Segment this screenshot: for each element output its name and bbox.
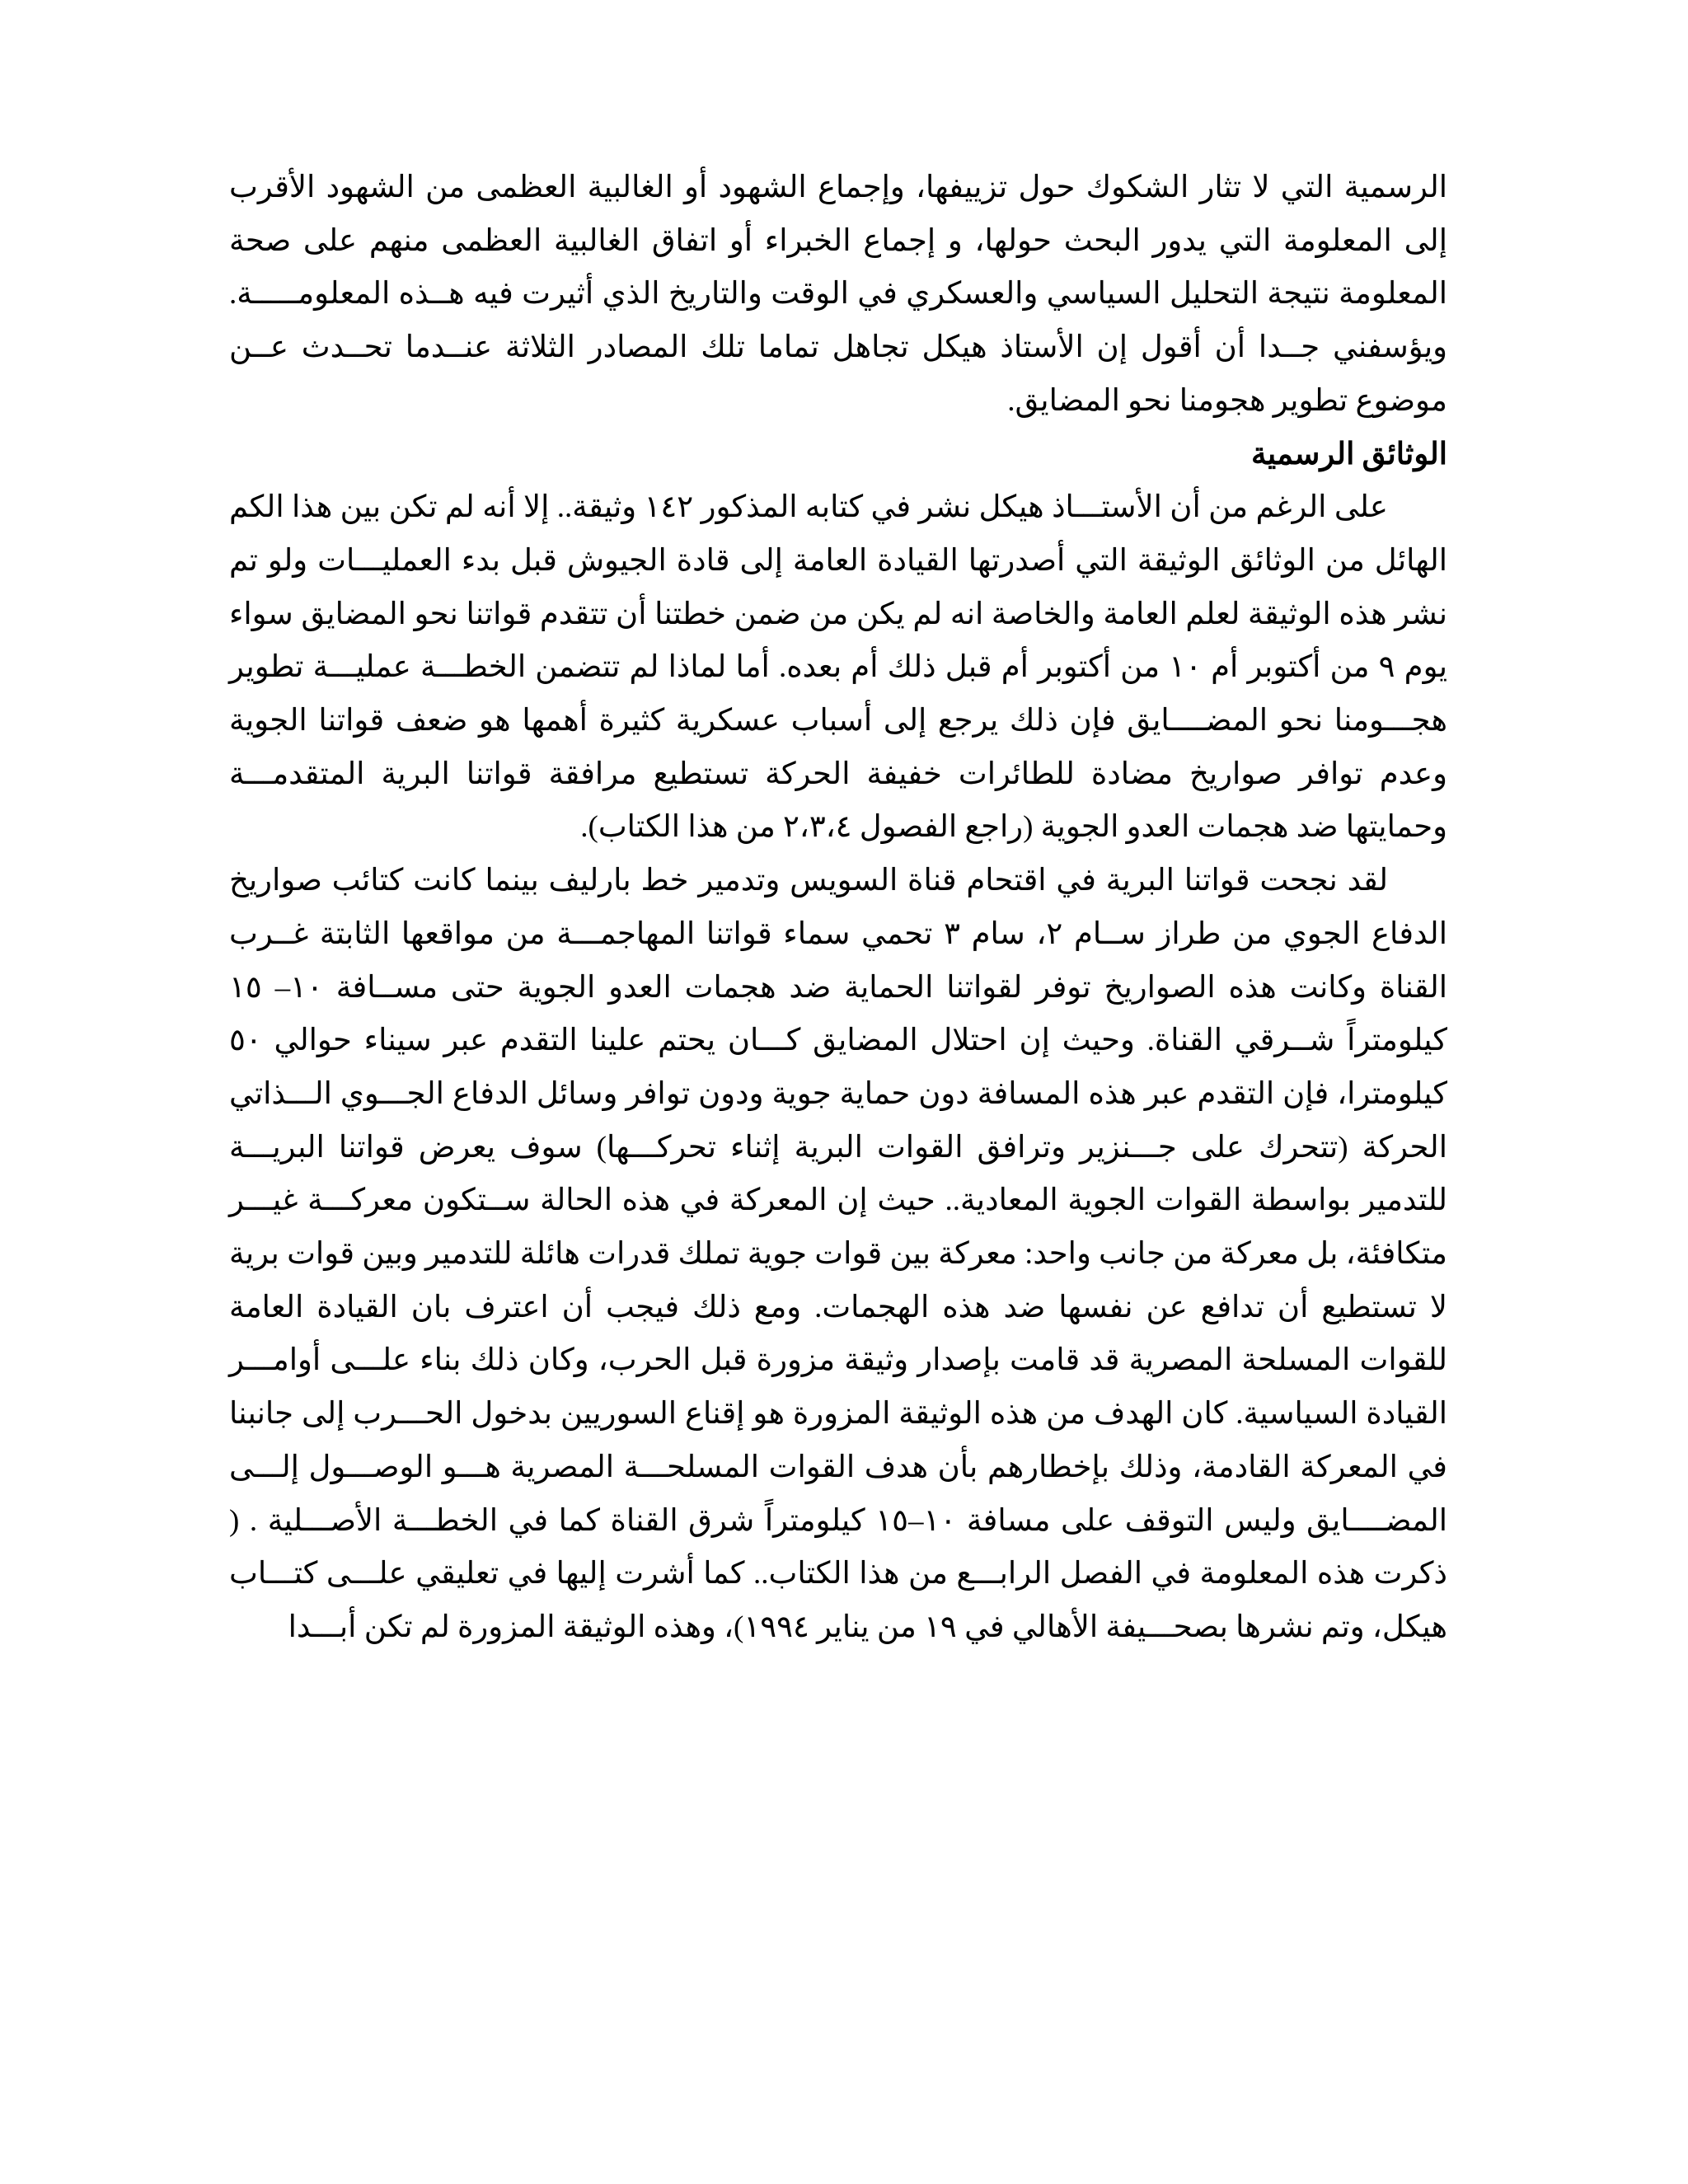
paragraph-published-documents: على الرغم من أن الأستـــاذ هيكل نشر في كتابه المذكور ١٤٢ وثيقة.. إلا أنه لم تكن بين هذا الكم الهائل من الوثائق الوثيقة التي أصدرتها القيادة العامة إلى قادة الجيوش قبل بدء العمليـــات ولو تم نشر هذه الوثيقة لعلم العامة والخاصة انه لم يكن من ضمن خطتنا أن تتقدم قواتنا نحو المضايق سواء يوم ٩ من أكتوبر أم ١٠ من أكتوبر أم قبل ذلك أم بعده. أما لماذا لم تتضمن الخطـــة عمليـــة تطوير هجـــومنا نحو المضــــايق فإن ذلك يرجع إلى أسباب عسكرية كثيرة أهمها هو ضعف قواتنا الجوية وعدم توافر صواريخ مضادة للطائرات خفيفة الحركة تستطيع مرافقة قواتنا البرية المتقدمـــة وحمايتها ضد هجمات العدو الجوية (راجع الفصول ٢،٣،٤ من هذا الكتاب). [229, 490, 1447, 845]
document-body [229, 162, 1447, 1655]
paragraph-sources-conclusion: الرسمية التي لا تثار الشكوك حول تزييفها، وإجماع الشهود أو الغالبية العظمى من الشهود الأقرب إلى المعلومة التي يدور البحث حولها، و إجماع الخبراء أو اتفاق الغالبية العظمى منهم على صحة المعلومة نتيجة التحليل السياسي والعسكري في الوقت والتاريخ الذي أثيرت فيه هــذه المعلومـــــة. ويؤسفني جــدا أن أقول إن الأستاذ هيكل تجاهل تماما تلك المصادر الثلاثة عنــدما تحــدث عــن موضوع تطوير هجومنا نحو المضايق. [229, 171, 1447, 418]
section-heading-official-documents: الوثائق الرسمية [1250, 437, 1447, 471]
paragraph-canal-crossing: لقد نجحت قواتنا البرية في اقتحام قناة السويس وتدمير خط بارليف بينما كانت كتائب صواريخ الدفاع الجوي من طراز ســام ٢، سام ٣ تحمي سماء قواتنا المهاجمـــة من مواقعها الثابتة غــرب القناة وكانت هذه الصواريخ توفر لقواتنا الحماية ضد هجمات العدو الجوية حتى مســافة ١٠– ١٥ كيلومتراً شــرقي القناة. وحيث إن احتلال المضايق كـــان يحتم علينا التقدم عبر سيناء حوالي ٥٠ كيلومترا، فإن التقدم عبر هذه المسافة دون حماية جوية ودون توافر وسائل الدفاع الجـــوي الـــذاتي الحركة (تتحرك على جـــنزير وترافق القوات البرية إثناء تحركـــها) سوف يعرض قواتنا البريـــة للتدمير بواسطة القوات الجوية المعادية.. حيث إن المعركة في هذه الحالة ســتكون معركـــة غيـــر متكافئة، بل معركة من جانب واحد: معركة بين قوات جوية تملك قدرات هائلة للتدمير وبين قوات برية لا تستطيع أن تدافع عن نفسها ضد هذه الهجمات. ومع ذلك فيجب أن اعترف بان القيادة العامة للقوات المسلحة المصرية قد قامت بإصدار وثيقة مزورة قبل الحرب، وكان ذلك بناء علـــى أوامـــر القيادة السياسية. كان الهدف من هذه الوثيقة المزورة هو إقناع السوريين بدخول الحـــرب إلى جانبنا في المعركة القادمة، وذلك بإخطارهم بأن هدف القوات المسلحـــة المصرية هـــو الوصـــول إلـــى المضــــايق وليس التوقف على مسافة ١٠–١٥ كيلومتراً شرق القناة كما في الخطـــة الأصـــلية . ( ذكرت هذه المعلومة في الفصل الرابـــع من هذا الكتاب.. كما أشرت إليها في تعليقي علـــى كتـــاب هيكل، وتم نشرها بصحـــيفة الأهالي في ١٩ من يناير ١٩٩٤)، وهذه الوثيقة المزورة لم تكن أبـــدا [229, 864, 1447, 1644]
